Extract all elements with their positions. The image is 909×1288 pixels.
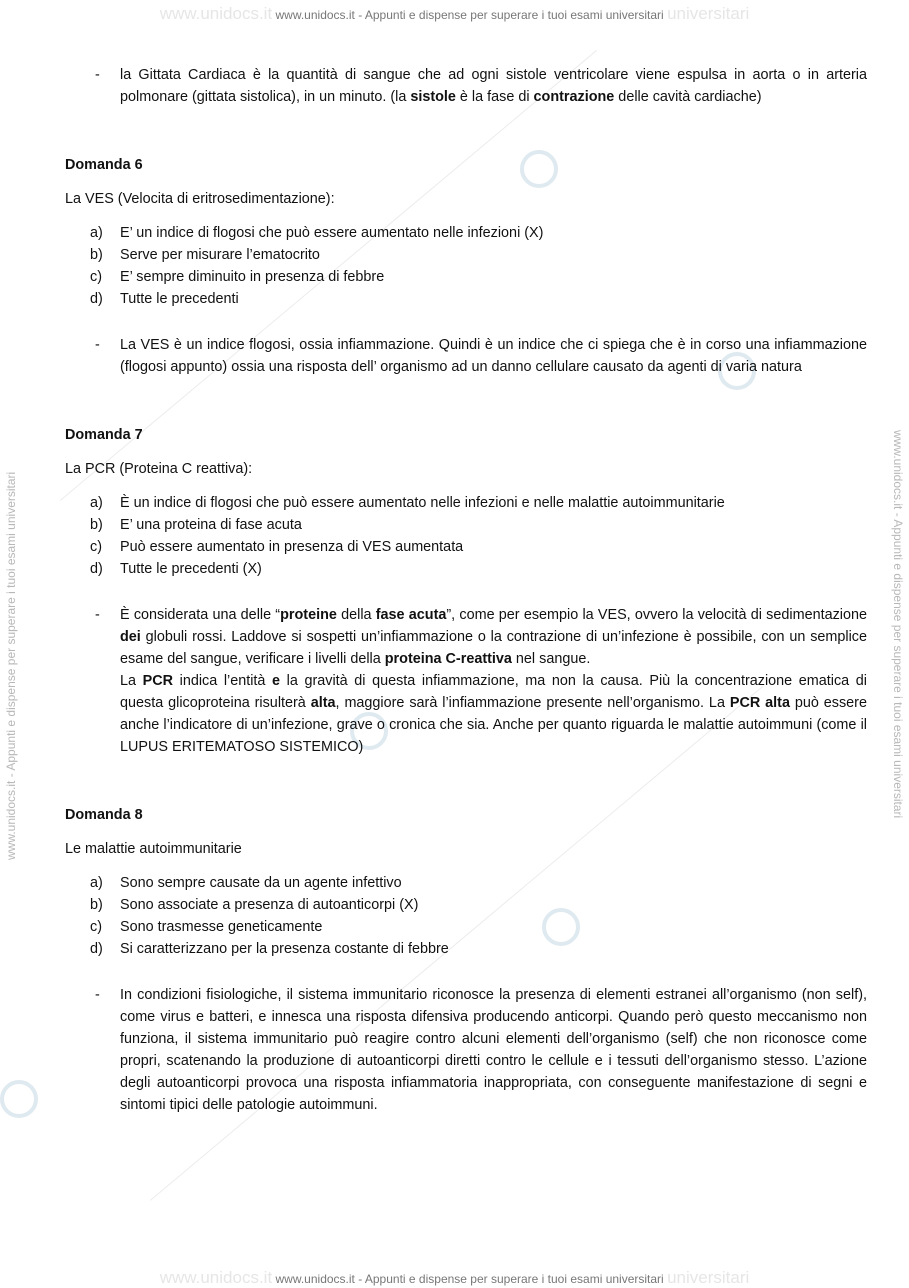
footer-ghost-right: universitari [667,1268,750,1287]
option-letter: a) [90,495,103,511]
option-text: Tutte le precedenti [120,291,239,307]
option-letter: b) [90,247,103,263]
text-run: indica l’entità [173,673,273,689]
answer-option [90,288,867,310]
question-stem: La VES (Velocita di eritrosedimentazione): [65,191,335,207]
option-text: E’ sempre diminuito in presenza di febbre [120,269,385,285]
answer-option [90,514,867,536]
option-text: È un indice di flogosi che può essere aumentato nelle infezioni e nelle malattie autoimmunitarie [120,495,725,511]
bold-run: dei [120,629,141,645]
intro-paragraph [95,64,867,108]
text-run: nel sangue. [511,651,591,667]
bullet-dash: - [95,607,100,623]
bold-run: PCR [142,673,174,689]
option-text: Può essere aumentato in presenza di VES aumentata [120,539,464,555]
explanation [95,984,867,1116]
option-text: Sono trasmesse geneticamente [120,919,323,935]
answer-option [90,916,867,938]
option-letter: c) [90,539,102,555]
text-run: la Gittata Cardiaca è la quantità di sangue che ad ogni sistole ventricolare viene espulsa in aorta o in arteria polmonare (gittata sistolica), in un minuto. (la [120,67,867,105]
option-letter: b) [90,897,103,913]
option-letter: d) [90,941,103,957]
answer-options [90,492,867,580]
text-run: può essere anche l’indicatore di un’infezione, grave o cronica che sia. Anche per quanto riguarda le malattie autoimmuni (come il LUPUS ERITEMATOSO SISTEMICO) [120,695,867,755]
option-text: E’ un indice di flogosi che può essere aumentato nelle infezioni (X) [120,225,544,241]
explanation-text: La VES è un indice flogosi, ossia infiammazione. Quindi è un indice che ci spiega che è in corso una infiammazione (flogosi appunto) ossia una risposta dell’ organismo ad un danno cellulare causato da agenti di varia natura [120,337,867,375]
text-run: delle cavità cardiache) [614,89,762,105]
bold-run: PCR alta [729,695,790,711]
option-text: Si caratterizzano per la presenza costante di febbre [120,941,449,957]
option-text: E’ una proteina di fase acuta [120,517,302,533]
answer-option [90,222,867,244]
bullet-dash: - [95,67,100,83]
option-letter: b) [90,517,103,533]
explanation-text [120,604,867,758]
option-letter: a) [90,225,103,241]
answer-option [90,938,867,960]
option-letter: d) [90,561,103,577]
option-text: Sono sempre causate da un agente infettivo [120,875,402,891]
answer-options [90,222,867,310]
explanation-text: In condizioni fisiologiche, il sistema immunitario riconosce la presenza di elementi estranei all’organismo (non self), come virus e batteri, e innesca una risposta difensiva producendo anticorpi. Quando però questo meccanismo non funziona, il sistema immunitario può reagire contro alcuni elementi dell’organismo (self) che non riconosce come propri, scatenando la produzione di autoanticorpi diretti contro le cellule e i tessuti dell’organismo stesso. L’azione degli autoanticorpi provoca una risposta infiammatoria inappropriata, con conseguente manifestazione di segni e sintomi tipici delle patologie autoimmuni. [120,987,867,1113]
option-text: Sono associate a presenza di autoanticorpi (X) [120,897,419,913]
bold-run: contrazione [533,89,615,105]
header-ghost-left: www.unidocs.it [159,4,273,23]
bold-run: e [272,673,281,689]
option-letter: c) [90,919,102,935]
question-stem: Le malattie autoimmunitarie [65,841,242,857]
text-run: è la fase di [455,89,534,105]
page-header [0,4,909,24]
option-letter: a) [90,875,103,891]
text-run: la gravità di questa infiammazione, ma non la causa. Più la concentrazione ematica di questa glicoproteina risulterà [120,673,867,711]
answer-option [90,536,867,558]
answer-options [90,872,867,960]
text-run: ”, come per esempio la VES, ovvero la velocità di sedimentazione [446,607,867,623]
header-text: www.unidocs.it - Appunti e dispense per superare i tuoi esami universitari [275,8,664,22]
question-title: Domanda 7 [65,427,143,443]
bold-run: alta [310,695,336,711]
bold-run: proteina C-reattiva [384,651,512,667]
answer-option [90,266,867,288]
bullet-dash: - [95,987,100,1003]
answer-option [90,558,867,580]
document-body [65,64,867,1116]
watermark-logo-icon [0,1080,38,1118]
bold-run: fase acuta [375,607,447,623]
text-run: , maggiore sarà l’infiammazione presente nell’organismo. La [335,695,730,711]
question-title: Domanda 8 [65,807,143,823]
text-run: globuli rossi. Laddove si sospetti un’infiammazione o la contrazione di un’infezione è possibile, con un semplice esame del sangue, verificare i livelli della [120,629,867,667]
footer-text: www.unidocs.it - Appunti e dispense per superare i tuoi esami universitari [275,1272,664,1286]
footer-ghost-left: www.unidocs.it [159,1268,273,1287]
page-footer [0,1268,909,1288]
option-text: Tutte le precedenti (X) [120,561,262,577]
explanation [95,334,867,378]
header-ghost-right: universitari [667,4,750,23]
answer-option [90,492,867,514]
intro-text [120,64,867,108]
option-text: Serve per misurare l’ematocrito [120,247,320,263]
side-watermark-right: www.unidocs.it - Appunti e dispense per superare i tuoi esami universitari [891,430,905,819]
answer-option [90,894,867,916]
bullet-dash: - [95,337,100,353]
explanation [95,604,867,758]
text-run: La [120,673,143,689]
side-watermark-left: www.unidocs.it - Appunti e dispense per superare i tuoi esami universitari [4,471,18,860]
bold-run: proteine [280,607,337,623]
question-stem: La PCR (Proteina C reattiva): [65,461,253,477]
option-letter: c) [90,269,102,285]
question-title: Domanda 6 [65,157,143,173]
answer-option [90,872,867,894]
bold-run: sistole [410,89,456,105]
answer-option [90,244,867,266]
text-run: della [336,607,376,623]
text-run: È considerata una delle “ [120,607,281,623]
option-letter: d) [90,291,103,307]
